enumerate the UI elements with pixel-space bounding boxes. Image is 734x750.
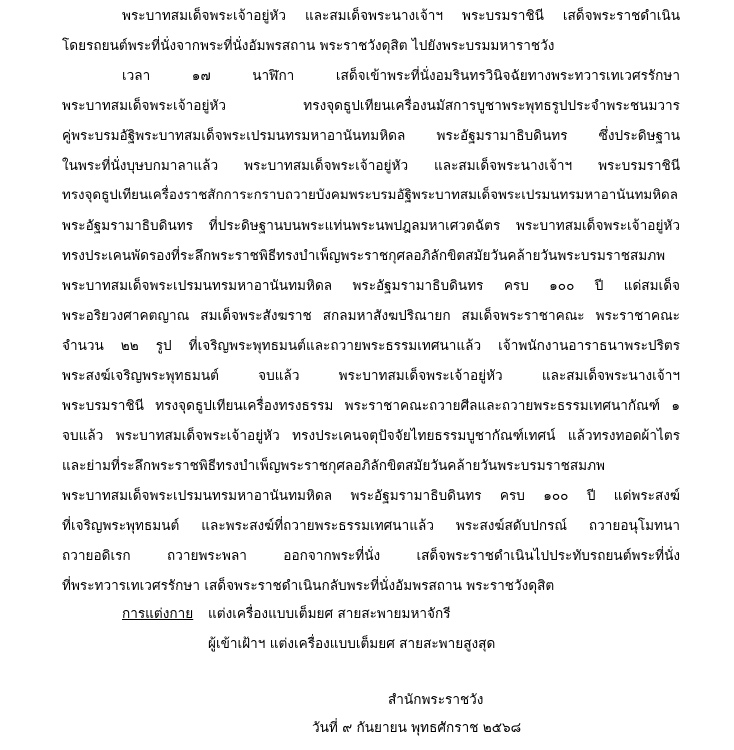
- paragraph-2-line-6: พระอัฐมรามาธิบดินทร ที่ประดิษฐานบนพระแท่นพระนพปฎลมหาเศวตฉัตร พระบาทสมเด็จพระเจ้าอยู่หัว: [62, 218, 680, 234]
- attire-line-2: ผู้เข้าเฝ้าฯ แต่งเครื่องแบบเต็มยศ สายสะพายสูงสุด: [208, 636, 496, 652]
- paragraph-2-line-15: พระบาทสมเด็จพระเปรมนทรมหาอานันทมหิดล พระอัฐมรามาธิบดินทร ครบ ๑๐๐ ปี แด่พระสงฆ์: [62, 488, 680, 504]
- paragraph-2-line-13: จบแล้ว พระบาทสมเด็จพระเจ้าอยู่หัว ทรงประเคนจตุปัจจัยไทยธรรมบูชากัณฑ์เทศน์ แล้วทรงทอดผ้าไตร: [62, 428, 680, 444]
- paragraph-2-line-9: พระอริยวงศาคตญาณ สมเด็จพระสังฆราช สกลมหาสังฆปริณายก สมเด็จพระราชาคณะ พระราชาคณะ: [62, 308, 680, 324]
- paragraph-2-line-11: พระสงฆ์เจริญพระพุทธมนต์ จบแล้ว พระบาทสมเด็จพระเจ้าอยู่หัว และสมเด็จพระนางเจ้าฯ: [62, 368, 680, 384]
- issuer: สำนักพระราชวัง: [388, 692, 484, 708]
- attire-line-1: แต่งเครื่องแบบเต็มยศ สายสะพายมหาจักรี: [208, 606, 451, 622]
- paragraph-2-line-5: ทรงจุดธูปเทียนเครื่องราชสักการะกราบถวายบังคมพระบรมอัฐิพระบาทสมเด็จพระเปรมนทรมหาอานันทมหิดล: [62, 188, 678, 203]
- paragraph-2-line-4: ในพระที่นั่งบุษบกมาลาแล้ว พระบาทสมเด็จพระเจ้าอยู่หัว และสมเด็จพระนางเจ้าฯ พระบรมราชินี: [62, 158, 680, 174]
- paragraph-2-line-10: จำนวน ๒๒ รูป ที่เจริญพระพุทธมนต์และถวายพระธรรมเทศนาแล้ว เจ้าพนักงานอาราธนาพระปริตร: [62, 338, 680, 354]
- paragraph-2-line-18: ที่พระทวารเทเวศรรักษา เสด็จพระราชดำเนินกลับพระที่นั่งอัมพรสถาน พระราชวังดุสิต: [62, 578, 555, 594]
- paragraph-2-line-12: พระบรมราชินี ทรงจุดธูปเทียนเครื่องทรงธรรม พระราชาคณะถวายศีลและถวายพระธรรมเทศนากัณฑ์ ๑: [62, 398, 680, 414]
- paragraph-2-line-1: เวลา ๑๗ นาฬิกา เสด็จเข้าพระที่นั่งอมรินทรวินิจฉัยทางพระทวารเทเวศรรักษา: [122, 68, 680, 84]
- date-line: วันที่ ๙ กันยายน พุทธศักราช ๒๕๖๘: [312, 720, 522, 736]
- paragraph-1-line-1: พระบาทสมเด็จพระเจ้าอยู่หัว และสมเด็จพระนางเจ้าฯ พระบรมราชินี เสด็จพระราชดำเนิน: [122, 8, 680, 24]
- paragraph-2-line-16: ที่เจริญพระพุทธมนต์ และพระสงฆ์ที่ถวายพระธรรมเทศนาแล้ว พระสงฆ์สดับปกรณ์ ถวายอนุโมทนา: [62, 518, 680, 534]
- paragraph-2-line-7: ทรงประเคนพัดรองที่ระลึกพระราชพิธีทรงบำเพ็ญพระราชกุศลอภิลักขิตสมัยวันคล้ายวันพระบรมราชสมภพ: [62, 248, 666, 264]
- paragraph-2-line-17: ถวายอดิเรก ถวายพระพลา ออกจากพระที่นั่ง เสด็จพระราชดำเนินไปประทับรถยนต์พระที่นั่ง: [62, 548, 680, 564]
- paragraph-2-line-14: และย่ามที่ระลึกพระราชพิธีทรงบำเพ็ญพระราชกุศลอภิลักขิตสมัยวันคล้ายวันพระบรมราชสมภพ: [62, 458, 606, 474]
- paragraph-2-line-8: พระบาทสมเด็จพระเปรมนทรมหาอานันทมหิดล พระอัฐมรามาธิบดินทร ครบ ๑๐๐ ปี แด่สมเด็จ: [62, 278, 680, 294]
- attire-label: การแต่งกาย: [122, 606, 194, 622]
- paragraph-2-line-2: พระบาทสมเด็จพระเจ้าอยู่หัว ทรงจุดธูปเทียนเครื่องนมัสการบูชาพระพุทธรูปประจำพระชนมวาร: [62, 98, 680, 114]
- paragraph-1-line-2: โดยรถยนต์พระที่นั่งจากพระที่นั่งอัมพรสถาน พระราชวังดุสิต ไปยังพระบรมมหาราชวัง: [62, 38, 555, 54]
- paragraph-2-line-3: คู่พระบรมอัฐิพระบาทสมเด็จพระเปรมนทรมหาอานันทมหิดล พระอัฐมรามาธิบดินทร ซึ่งประดิษฐาน: [62, 128, 680, 144]
